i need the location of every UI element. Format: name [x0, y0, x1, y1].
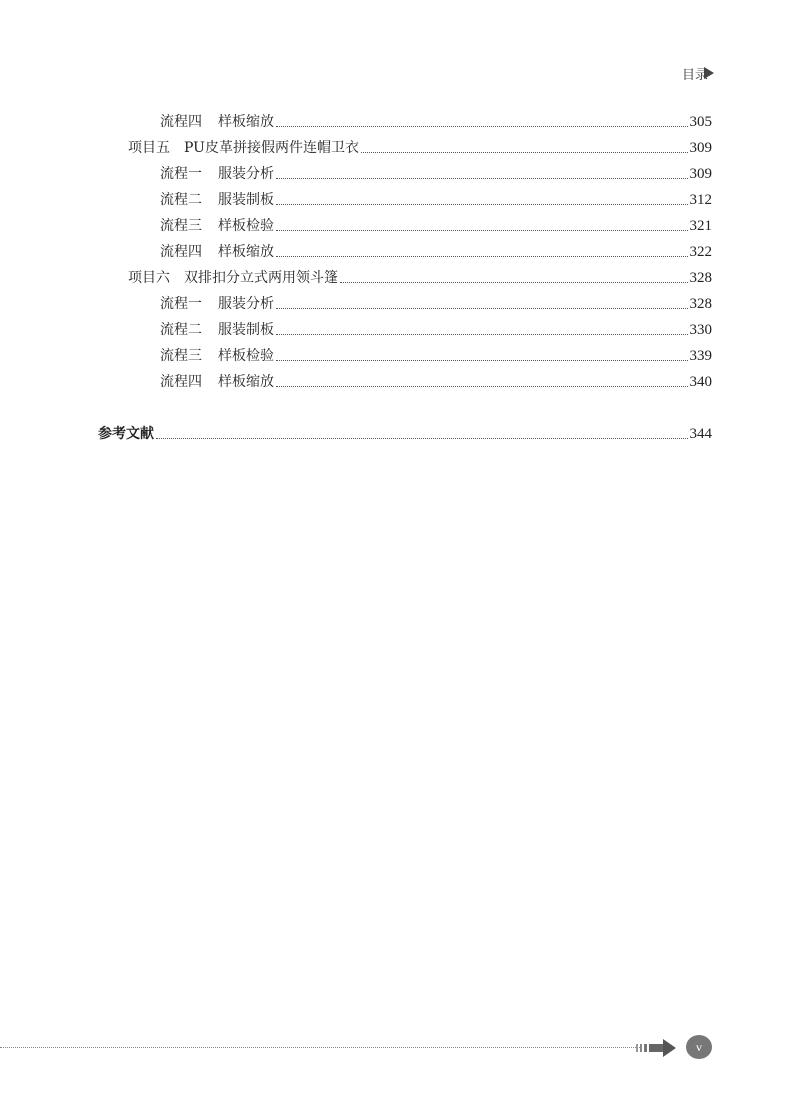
toc-entry-page: 328	[689, 270, 712, 286]
toc-entry[interactable]	[160, 294, 712, 314]
toc-entry-title: 样板缩放	[218, 374, 274, 390]
dot-leader	[276, 334, 688, 335]
toc-entry-title: 样板缩放	[218, 244, 274, 260]
toc-entry-title: 服装制板	[218, 192, 274, 208]
dot-leader	[276, 308, 688, 309]
toc-entry-number: 流程四	[160, 244, 202, 260]
toc-entry-number: 流程一	[160, 296, 202, 312]
toc-entry-title: 样板检验	[218, 218, 274, 234]
dot-leader	[340, 282, 688, 283]
toc-entry-number: 流程三	[160, 218, 202, 234]
toc-entry-references[interactable]	[98, 424, 712, 444]
toc-entry[interactable]	[160, 320, 712, 340]
dot-leader	[276, 178, 688, 179]
toc-entry-page: 328	[689, 296, 712, 312]
toc-entry-page: 344	[689, 426, 712, 442]
toc-entry-number: 流程二	[160, 322, 202, 338]
toc-entry-page: 309	[689, 140, 712, 156]
dot-leader	[276, 360, 688, 361]
dot-leader	[276, 256, 688, 257]
toc-entry[interactable]	[128, 138, 712, 158]
toc-entry-number: 流程四	[160, 114, 202, 130]
toc-entry-number: 项目五	[128, 140, 170, 156]
toc-entry-page: 309	[689, 166, 712, 182]
toc-entry-number: 流程二	[160, 192, 202, 208]
toc-entry[interactable]	[160, 112, 712, 132]
toc-entry[interactable]	[160, 216, 712, 236]
toc-entry-title: 服装分析	[218, 296, 274, 312]
toc-entry-title: 参考文献	[98, 426, 154, 442]
toc-entry-page: 312	[689, 192, 712, 208]
toc-entry-page: 339	[689, 348, 712, 364]
play-arrow-icon	[704, 67, 714, 79]
toc-entry-title: 样板检验	[218, 348, 274, 364]
arrow-right-icon	[636, 1039, 676, 1057]
toc-entry-title: 服装制板	[218, 322, 274, 338]
dot-leader	[156, 438, 688, 439]
dot-leader	[276, 204, 688, 205]
toc-entry-page: 321	[689, 218, 712, 234]
toc-entry-title: 双排扣分立式两用领斗篷	[184, 270, 338, 286]
toc-entry-page: 322	[689, 244, 712, 260]
toc-entry-page: 330	[689, 322, 712, 338]
toc-entry-number: 流程四	[160, 374, 202, 390]
toc-entry-title: 样板缩放	[218, 114, 274, 130]
dot-leader	[361, 152, 688, 153]
toc-entry[interactable]	[160, 242, 712, 262]
toc-entry-number: 流程三	[160, 348, 202, 364]
footer-dotted-rule	[0, 1047, 640, 1048]
toc-entry[interactable]	[160, 372, 712, 392]
toc-entry-title: 服装分析	[218, 166, 274, 182]
toc-entry-title: PU皮革拼接假两件连帽卫衣	[184, 140, 359, 156]
toc-entry[interactable]	[160, 346, 712, 366]
toc-entry[interactable]	[128, 268, 712, 288]
dot-leader	[276, 230, 688, 231]
toc-entry-page: 340	[689, 374, 712, 390]
page-number-badge: v	[686, 1035, 712, 1059]
toc-entry[interactable]	[160, 190, 712, 210]
toc-entry[interactable]	[160, 164, 712, 184]
section-label: 目录	[681, 68, 708, 83]
dot-leader	[276, 386, 688, 387]
toc-entry-page: 305	[689, 114, 712, 130]
dot-leader	[276, 126, 688, 127]
toc-entry-number: 项目六	[128, 270, 170, 286]
toc-entry-number: 流程一	[160, 166, 202, 182]
